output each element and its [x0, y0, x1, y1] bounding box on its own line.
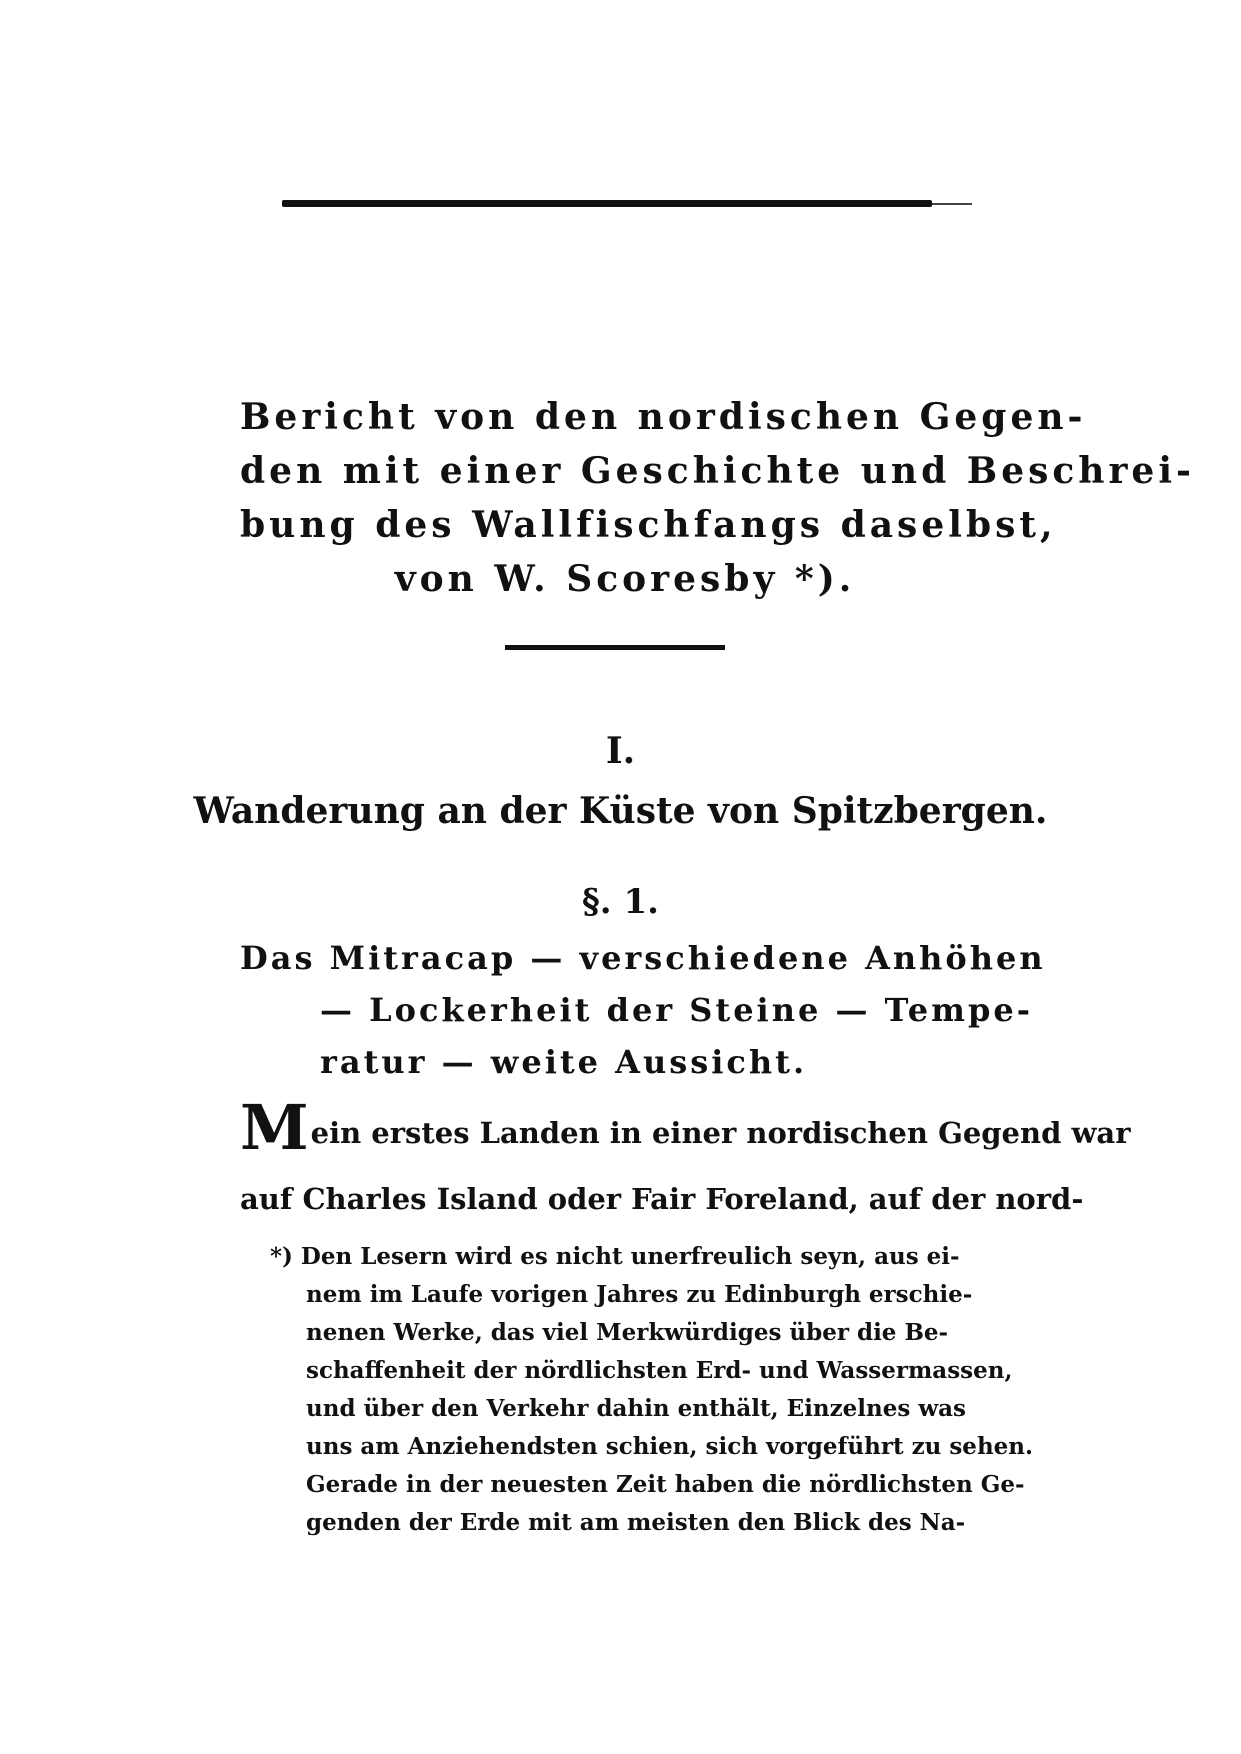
- footnote-line: *) Den Lesern wird es nicht unerfreulich seyn, aus ei-: [270, 1243, 960, 1270]
- summary-line: ratur — weite Aussicht.: [320, 1043, 808, 1081]
- title-line: Bericht von den nordischen Gegen-: [240, 396, 1087, 438]
- chapter-title: Wanderung an der Küste von Spitzbergen.: [193, 790, 1048, 832]
- top-rule-thick: [282, 200, 932, 207]
- title-divider-rule: [505, 645, 725, 650]
- top-rule: [282, 198, 972, 208]
- footnote-line: uns am Anziehendsten schien, sich vorgeführt zu sehen.: [306, 1433, 1034, 1460]
- title-line: von W. Scoresby *).: [394, 558, 856, 600]
- drop-cap: M: [240, 1091, 309, 1164]
- top-rule-thin: [932, 203, 972, 205]
- body-line: auf Charles Island oder Fair Foreland, auf der nord-: [240, 1182, 1084, 1216]
- summary-line: — Lockerheit der Steine — Tempe-: [320, 991, 1033, 1029]
- article-title: [240, 390, 1195, 606]
- footnote: [270, 1238, 1034, 1542]
- section-mark: §. 1.: [582, 882, 659, 922]
- footnote-line: Gerade in der neuesten Zeit haben die nördlichsten Ge-: [306, 1471, 1025, 1498]
- footnote-line: schaffenheit der nördlichsten Erd- und Wassermassen,: [306, 1357, 1013, 1384]
- footnote-line: genden der Erde mit am meisten den Blick des Na-: [306, 1509, 966, 1536]
- body-line-text: ein erstes Landen in einer nordischen Gegend war: [310, 1116, 1131, 1150]
- footnote-line: und über den Verkehr dahin enthält, Einzelnes was: [306, 1395, 966, 1422]
- section-summary: [240, 932, 1046, 1088]
- footnote-line: nenen Werke, das viel Merkwürdiges über die Be-: [306, 1319, 949, 1346]
- summary-line: Das Mitracap — verschiedene Anhöhen: [240, 939, 1046, 977]
- footnote-line: nem im Laufe vorigen Jahres zu Edinburgh erschie-: [306, 1281, 973, 1308]
- chapter-number: I.: [605, 730, 636, 772]
- title-line: den mit einer Geschichte und Beschrei-: [240, 450, 1195, 492]
- body-text: [240, 1091, 1131, 1232]
- title-line: bung des Wallfischfangs daselbst,: [240, 504, 1057, 546]
- body-line: [240, 1091, 1131, 1166]
